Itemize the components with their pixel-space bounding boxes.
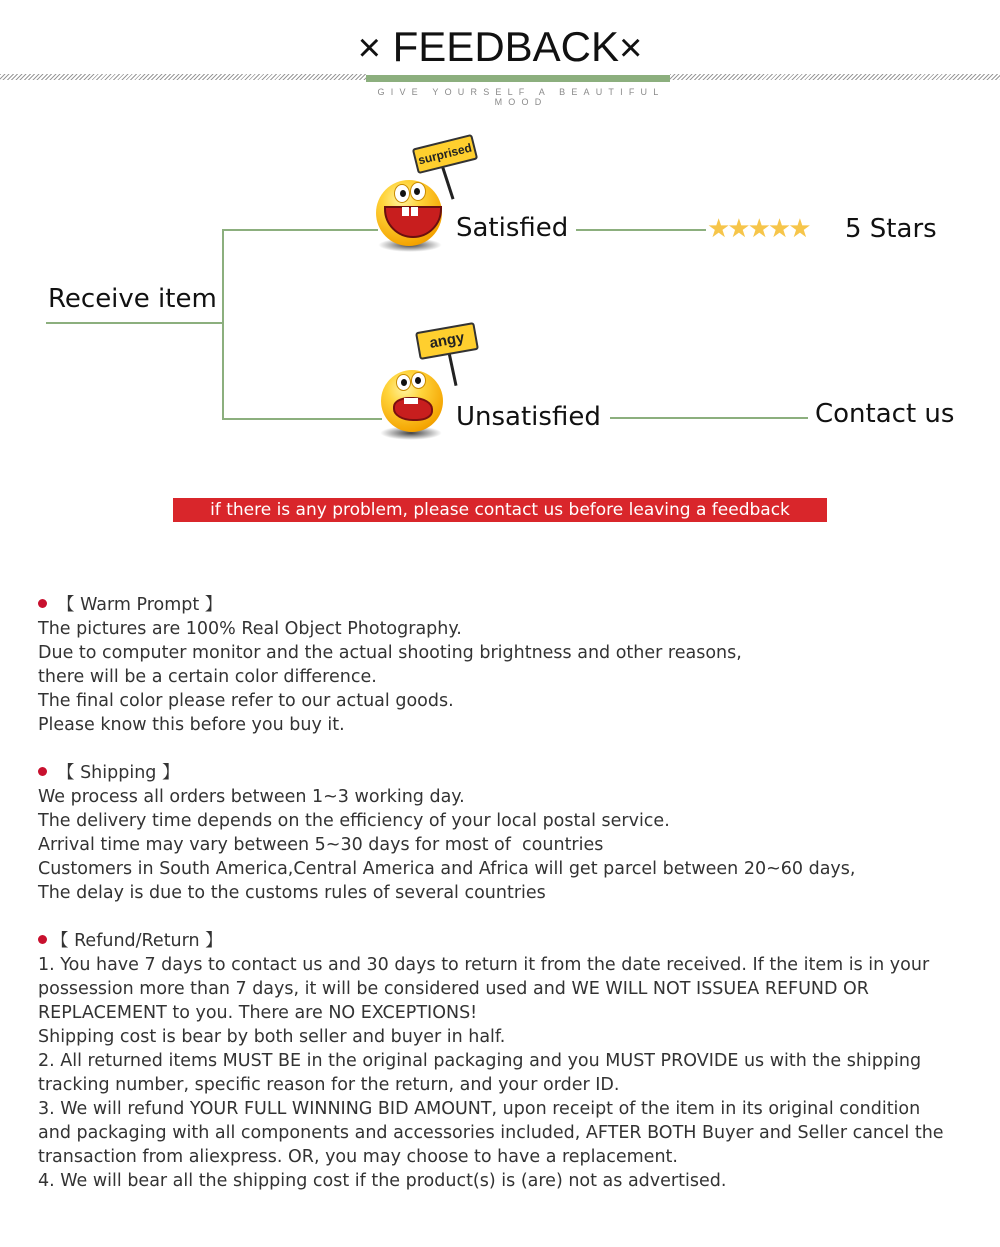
- cross-decor-icon: ×: [619, 26, 643, 70]
- section-line: The pictures are 100% Real Object Photography.: [38, 619, 462, 639]
- root-connector-line: [46, 322, 224, 324]
- five-star-rating-icon: ★★★★★: [707, 214, 809, 244]
- branch-unsatisfied-line: [222, 418, 382, 420]
- section-refund-return: [38, 929, 944, 1193]
- section-line: The delivery time depends on the efficiency of your local postal service.: [38, 811, 670, 831]
- section-heading: [38, 929, 944, 953]
- page-subtitle: GIVE YOURSELF A BEAUTIFUL MOOD: [377, 87, 665, 107]
- section-line: Shipping cost is bear by both seller and buyer in half.: [38, 1027, 506, 1047]
- bullet-icon: [38, 767, 47, 776]
- hatch-divider-left: [0, 74, 366, 80]
- title-underline: [366, 75, 670, 82]
- section-line: transaction from aliexpress. OR, you may choose to have a replacement.: [38, 1147, 678, 1167]
- section-line: Please know this before you buy it.: [38, 715, 345, 735]
- section-line: REPLACEMENT to you. There are NO EXCEPTIONS!: [38, 1003, 478, 1023]
- section-line: there will be a certain color difference.: [38, 667, 377, 687]
- section-line: We process all orders between 1~3 working day.: [38, 787, 465, 807]
- bullet-icon: [38, 599, 47, 608]
- section-line: The final color please refer to our actual goods.: [38, 691, 454, 711]
- section-heading: [38, 761, 855, 785]
- satisfied-label: Satisfied: [456, 213, 569, 243]
- sign-label: angy: [415, 322, 479, 360]
- hatch-divider-right: [670, 74, 1000, 80]
- section-heading: [38, 593, 742, 617]
- contact-us-label: Contact us: [815, 399, 955, 429]
- section-line: Customers in South America,Central America and Africa will get parcel between 20~60 days,: [38, 859, 856, 879]
- section-line: possession more than 7 days, it will be considered used and WE WILL NOT ISSUEA REFUND OR: [38, 979, 869, 999]
- branch-satisfied-line: [222, 229, 378, 231]
- section-line: Due to computer monitor and the actual shooting brightness and other reasons,: [38, 643, 742, 663]
- section-title: 【 Shipping 】: [57, 763, 180, 783]
- section-line: tracking number, specific reason for the return, and your order ID.: [38, 1075, 620, 1095]
- section-shipping: [38, 761, 855, 905]
- section-warm-prompt: [38, 593, 742, 737]
- section-line: 4. We will bear all the shipping cost if the product(s) is (are) not as advertised.: [38, 1171, 727, 1191]
- five-stars-label: 5 Stars: [845, 214, 937, 244]
- receive-item-label: Receive item: [48, 284, 217, 314]
- page-title: [0, 22, 1000, 73]
- cross-decor-icon: ×: [357, 26, 381, 70]
- section-line: The delay is due to the customs rules of several countries: [38, 883, 546, 903]
- section-title: 【 Warm Prompt 】: [57, 595, 223, 615]
- satisfied-result-line: [576, 229, 706, 231]
- unsatisfied-label: Unsatisfied: [456, 402, 601, 432]
- section-line: 3. We will refund YOUR FULL WINNING BID AMOUNT, upon receipt of the item in its original condition: [38, 1099, 921, 1119]
- branch-vertical-line: [222, 229, 224, 420]
- title-text: FEEDBACK: [392, 23, 620, 70]
- sign-label: surprised: [412, 134, 478, 174]
- section-line: 2. All returned items MUST BE in the original packaging and you MUST PROVIDE us with the shipping: [38, 1051, 922, 1071]
- warning-banner: if there is any problem, please contact us before leaving a feedback: [173, 498, 827, 522]
- section-title: 【 Refund/Return 】: [51, 931, 223, 951]
- section-line: 1. You have 7 days to contact us and 30 days to return it from the date received. If the item is in your: [38, 955, 930, 975]
- section-line: and packaging with all components and accessories included, AFTER BOTH Buyer and Seller cancel the: [38, 1123, 944, 1143]
- bullet-icon: [38, 935, 47, 944]
- unsatisfied-result-line: [610, 417, 808, 419]
- section-line: Arrival time may vary between 5~30 days for most of countries: [38, 835, 604, 855]
